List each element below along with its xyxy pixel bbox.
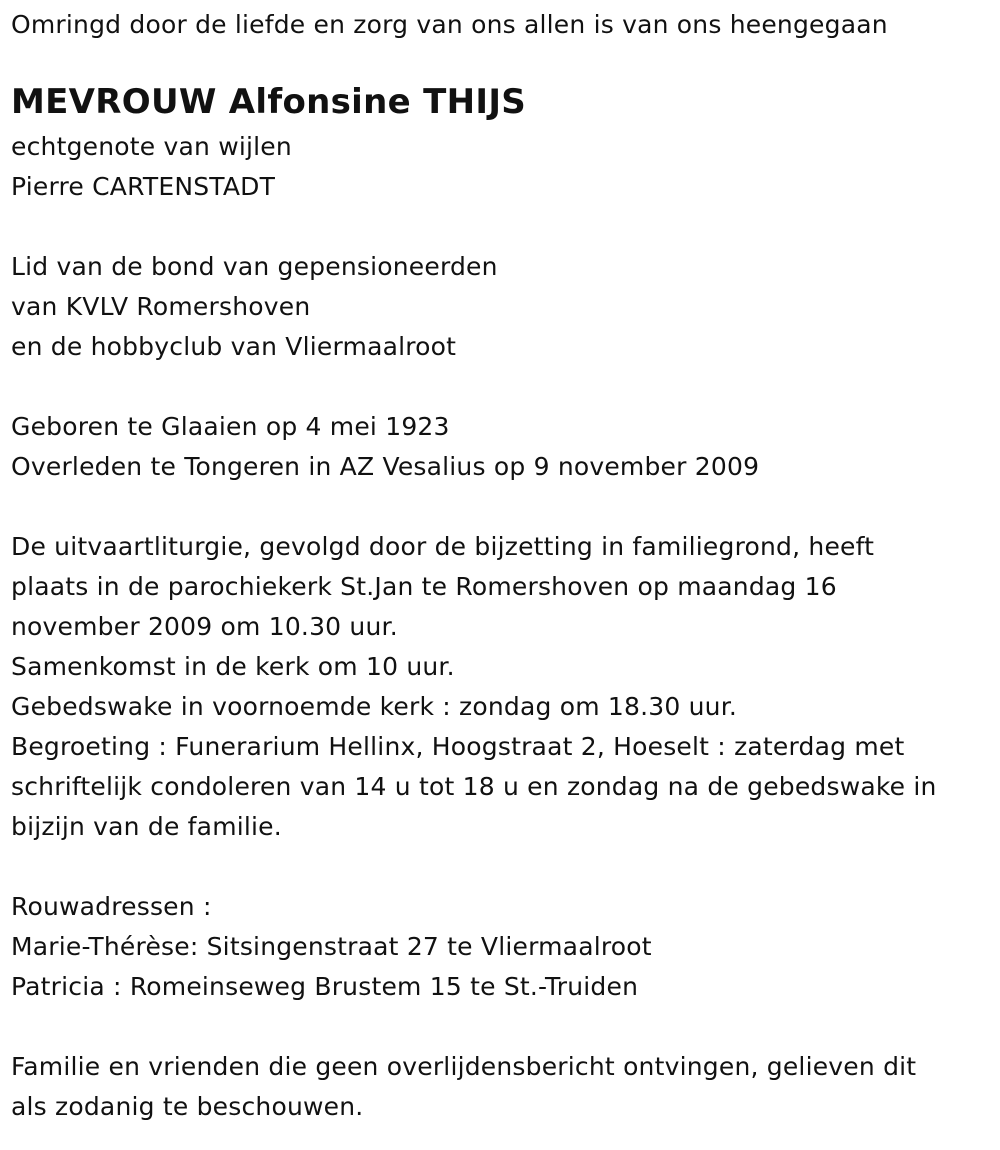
membership-line: van KVLV Romershoven <box>11 292 311 321</box>
membership-line: Lid van de bond van gepensioneerden <box>11 252 498 281</box>
ceremony-line: Gebedswake in voornoemde kerk : zondag om 18.30 uur. <box>11 692 738 721</box>
ceremony-line: schriftelijk condoleren van 14 u tot 18 u en zondag na de gebedswake in <box>11 772 937 801</box>
ceremony-line: Begroeting : Funerarium Hellinx, Hoogstraat 2, Hoeselt : zaterdag met <box>11 732 905 761</box>
spacer <box>11 487 986 527</box>
spouse-line: Pierre CARTENSTADT <box>11 172 276 201</box>
spacer <box>11 207 986 247</box>
address-line: Marie-Thérèse: Sitsingenstraat 27 te Vliermaalroot <box>11 932 652 961</box>
spacer <box>11 367 986 407</box>
intro-text: Omringd door de liefde en zorg van ons allen is van ons heengegaan <box>11 10 888 39</box>
closing-line: als zodanig te beschouwen. <box>11 1092 364 1121</box>
spouse-line: echtgenote van wijlen <box>11 132 292 161</box>
ceremony-line: bijzijn van de familie. <box>11 812 282 841</box>
addresses-heading: Rouwadressen : <box>11 892 212 921</box>
spacer <box>11 1007 986 1047</box>
deceased-name: MEVROUW Alfonsine THIJS <box>11 82 527 122</box>
ceremony-line: november 2009 om 10.30 uur. <box>11 612 398 641</box>
death-line: Overleden te Tongeren in AZ Vesalius op 9 november 2009 <box>11 452 760 481</box>
death-notice <box>11 0 986 1127</box>
spacer <box>11 847 986 887</box>
birth-line: Geboren te Glaaien op 4 mei 1923 <box>11 412 450 441</box>
ceremony-line: plaats in de parochiekerk St.Jan te Romershoven op maandag 16 <box>11 572 837 601</box>
ceremony-line: Samenkomst in de kerk om 10 uur. <box>11 652 455 681</box>
spacer <box>11 45 986 73</box>
address-line: Patricia : Romeinseweg Brustem 15 te St.-Truiden <box>11 972 639 1001</box>
closing-line: Familie en vrienden die geen overlijdensbericht ontvingen, gelieven dit <box>11 1052 917 1081</box>
membership-line: en de hobbyclub van Vliermaalroot <box>11 332 457 361</box>
ceremony-line: De uitvaartliturgie, gevolgd door de bijzetting in familiegrond, heeft <box>11 532 875 561</box>
